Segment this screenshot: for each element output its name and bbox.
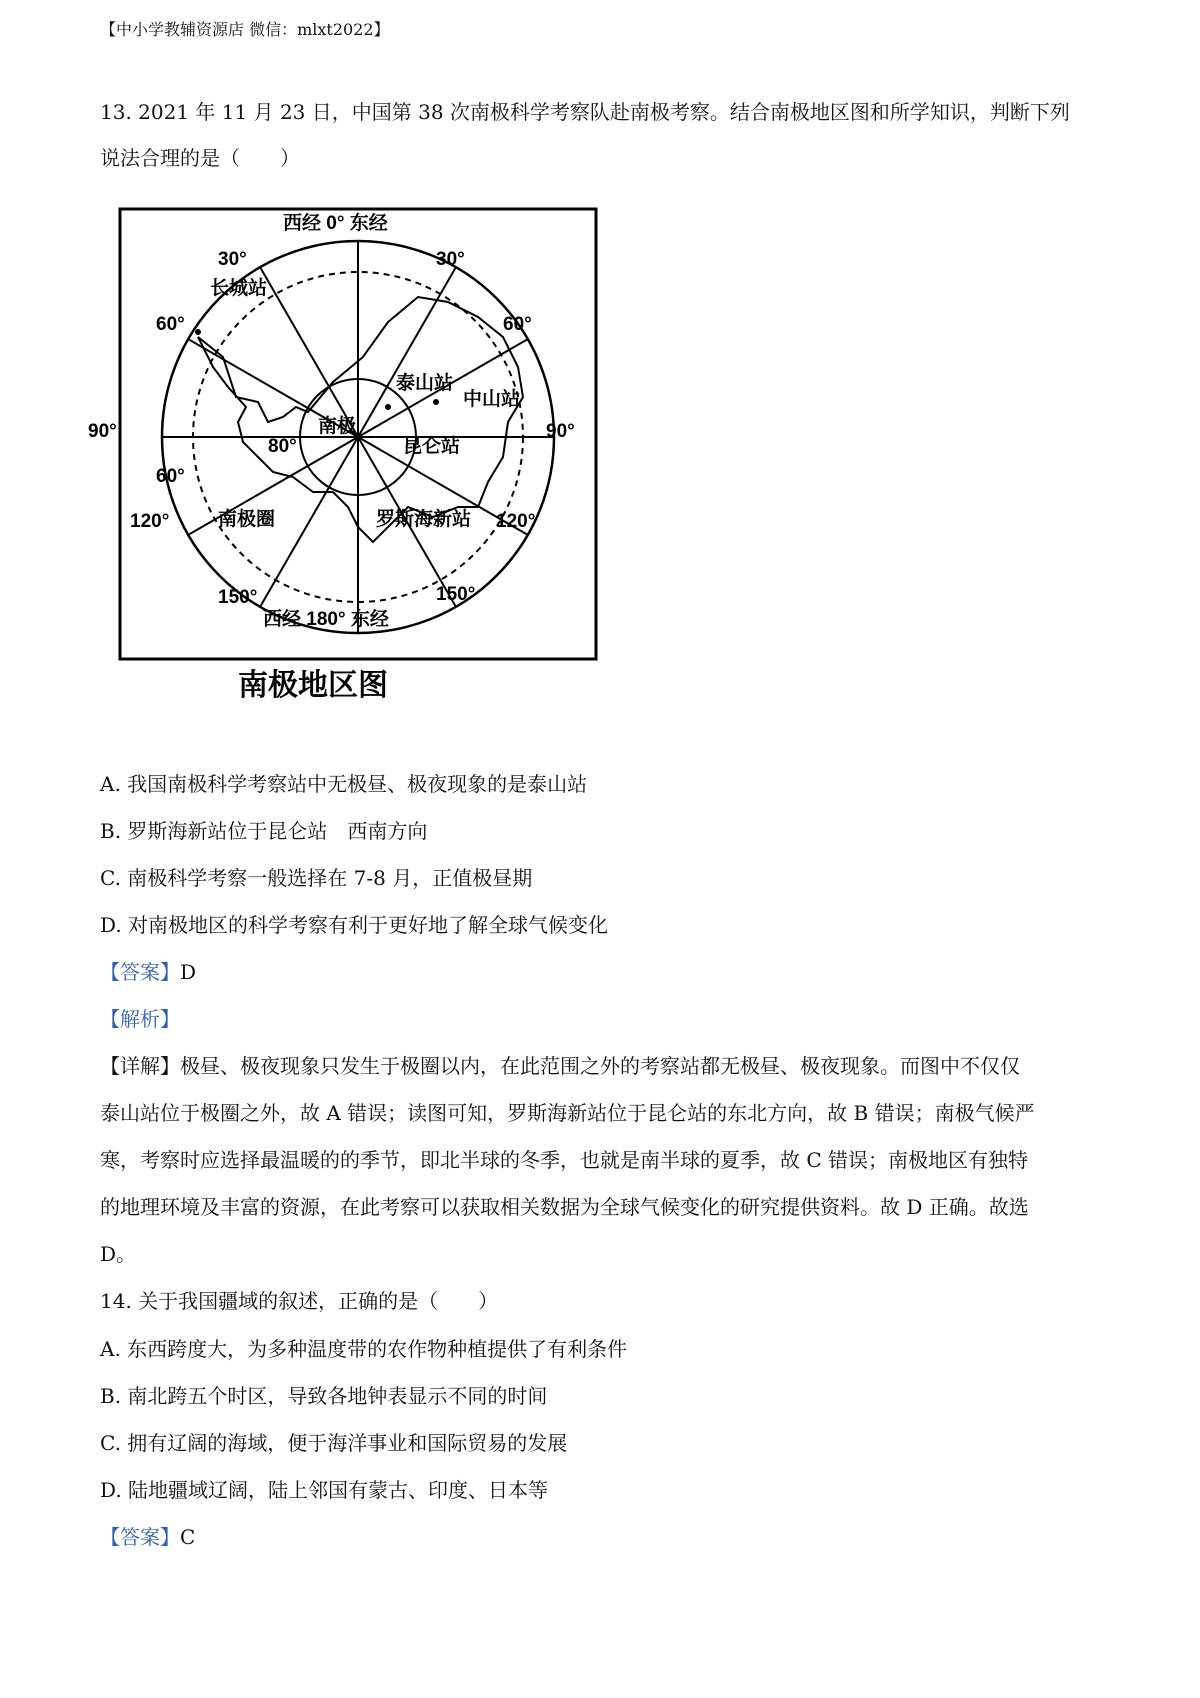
circle-label: 南极圈 [218, 509, 276, 530]
lon-120-left: 120° [130, 511, 170, 532]
lon-90-left: 90° [88, 421, 117, 442]
lon-150-right: 150° [436, 584, 476, 605]
q14-stem: 14. 关于我国疆域的叙述，正确的是（ ） [100, 1289, 499, 1313]
station-changcheng: 长城站 [210, 278, 268, 299]
q14-option-d: D. 陆地疆域辽阔，陆上邻国有蒙古、印度、日本等 [100, 1478, 549, 1502]
changcheng-dot [195, 329, 201, 335]
q14-option-b: B. 南北跨五个时区，导致各地钟表显示不同的时间 [100, 1384, 548, 1408]
q14-option-c: C. 拥有辽阔的海域，便于海洋事业和国际贸易的发展 [100, 1431, 568, 1455]
q14-answer [100, 1521, 195, 1550]
station-taishan: 泰山站 [396, 373, 454, 394]
lon-90-right: 90° [546, 421, 575, 442]
q13-answer-value: D [180, 960, 197, 984]
header-watermark: 【中小学教辅资源店 微信：mlxt2022】 [100, 20, 390, 39]
lon-60-right: 60° [503, 314, 532, 335]
q13-detail-line1: 【详解】极昼、极夜现象只发生于极圈以内，在此范围之外的考察站都无极昼、极夜现象。而图中不仅仅 [100, 1054, 1020, 1078]
top-label: 西经 0° 东经 [283, 213, 388, 234]
lon-30-right: 30° [436, 249, 465, 270]
lon-150-left: 150° [218, 587, 258, 608]
q13-option-c: C. 南极科学考察一般选择在 7-8 月，正值极昼期 [100, 866, 533, 890]
bottom-label: 西经 180° 东经 [263, 609, 389, 630]
lon-30-left: 30° [218, 249, 247, 270]
lon-120-right: 120° [496, 511, 536, 532]
q13-detail-label: 【详解】 [100, 1054, 180, 1078]
q13-stem-line1: 13. 2021 年 11 月 23 日，中国第 38 次南极科学考察队赴南极考察。结合南极地区图和所学知识，判断下列 [100, 100, 1070, 124]
station-zhongshan: 中山站 [463, 389, 521, 410]
zhongshan-dot [433, 399, 439, 405]
q13-option-d: D. 对南极地区的科学考察有利于更好地了解全球气候变化 [100, 913, 609, 937]
q13-detail-line5: D。 [100, 1242, 137, 1266]
lat-80: 80° [268, 436, 297, 457]
antarctica-outline [198, 297, 523, 542]
q13-detail-line3: 寒，考察时应选择最温暖的的季节，即北半球的冬季，也就是南半球的夏季，故 C 错误；南极地区有独特 [100, 1148, 1029, 1172]
antarctic-map [88, 207, 598, 707]
lat-60: 60° [156, 466, 185, 487]
q13-answer [100, 956, 196, 985]
q13-stem-line2: 说法合理的是（ ） [100, 146, 300, 170]
q13-answer-label: 【答案】 [100, 960, 180, 984]
q13-option-b: B. 罗斯海新站位于昆仑站 西南方向 [100, 819, 428, 843]
map-title: 南极地区图 [238, 669, 388, 702]
q13-detail-line4: 的地理环境及丰富的资源，在此考察可以获取相关数据为全球气候变化的研究提供资料。故 D 正确。故选 [100, 1195, 1029, 1219]
meridians [162, 241, 554, 633]
taishan-dot [385, 404, 391, 410]
station-kunlun: 昆仑站 [403, 436, 461, 457]
pole-label: 南极 [318, 416, 357, 437]
station-luosihai: 罗斯海新站 [376, 509, 472, 530]
lon-60-left: 60° [156, 314, 185, 335]
q13-detail-line2: 泰山站位于极圈之外，故 A 错误；读图可知，罗斯海新站位于昆仑站的东北方向，故 B 错误；南极气候严 [100, 1101, 1035, 1125]
q13-analysis-label: 【解析】 [100, 1007, 180, 1031]
q14-option-a: A. 东西跨度大，为多种温度带的农作物种植提供了有利条件 [100, 1337, 628, 1361]
q14-answer-value: C [180, 1525, 196, 1549]
q14-answer-label: 【答案】 [100, 1525, 180, 1549]
q13-option-a: A. 我国南极科学考察站中无极昼、极夜现象的是泰山站 [100, 772, 588, 796]
